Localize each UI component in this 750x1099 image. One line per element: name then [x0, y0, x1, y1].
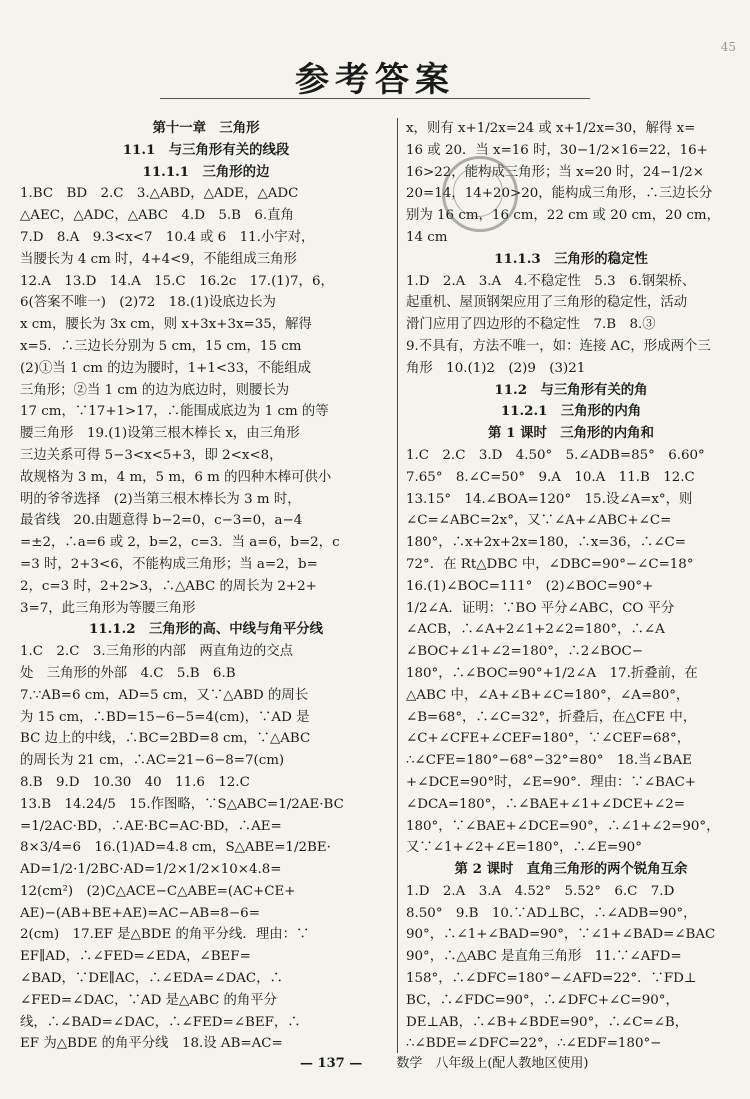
answer-line: 12(cm²) (2)C△ACE−C△ABE=(AC+CE+ — [20, 883, 296, 899]
answer-line: 当腰长为 4 cm 时，4+4<9，不能组成三角形 — [20, 251, 297, 267]
answer-line: 线，∴∠BAD=∠DAC，∴∠FED=∠BEF，∴ — [20, 1014, 301, 1030]
answer-line: 2，c=3 时，2+2>3，∴△ABC 的周长为 2+2+ — [20, 578, 317, 594]
answer-line: =±2，∴a=6 或 2，b=2，c=3．当 a=6，b=2，c — [20, 535, 340, 551]
answer-line: 90°，∴∠1+∠BAD=90°，∵∠1+∠BAD=∠BAC — [406, 927, 716, 943]
answer-line: 最省线 20.由题意得 b−2=0，c−3=0，a−4 — [20, 513, 303, 529]
answer-line: 180°，∵∠BAE+∠DCE=90°，∴∠1+∠2=90°， — [406, 818, 720, 834]
answer-line: 158°，∴∠DFC=180°−∠AFD=22°．∵FD⊥ — [406, 971, 697, 987]
answer-line: +∠DCE=90°时，∠E=90°．理由：∵∠BAC+ — [406, 774, 697, 790]
answer-line: 12.A 13.D 14.A 15.C 16.2c 17.(1)7，6， — [20, 273, 334, 289]
answer-line: ∴∠CFE=180°−68°−32°=80° 18.当∠BAE — [406, 753, 692, 769]
left-column — [20, 118, 392, 1055]
section-heading: 第十一章 三角形 — [152, 120, 260, 136]
answer-line: ∠BOC+∠1+∠2=180°，∴2∠BOC− — [406, 644, 643, 660]
answer-line: EF 为△BDE 的角平分线 18.设 AB=AC= — [20, 1036, 283, 1052]
answer-line: 滑门应用了四边形的不稳定性 7.B 8.③ — [406, 317, 656, 333]
section-heading: 第 1 课时 三角形的内角和 — [488, 425, 654, 442]
book-subject: 数学 八年级上(配人教地区使用) — [396, 1056, 589, 1071]
answer-line: ∠C=∠ABC=2x°，又∵∠A+∠ABC+∠C= — [406, 513, 672, 529]
answer-line: 72°．在 Rt△DBC 中，∠DBC=90°−∠C=18° — [406, 556, 694, 572]
answer-line: ∠DCA=180°，∴∠BAE+∠1+∠DCE+∠2= — [406, 796, 685, 812]
section-heading: 11.1.3 三角形的稳定性 — [494, 250, 648, 267]
section-heading: 11.2 与三角形有关的角 — [494, 381, 648, 398]
answer-line: 16>22，能构成三角形；当 x=20 时，24−1/2× — [406, 164, 704, 180]
answer-line: x，则有 x+1/2x=24 或 x+1/2x=30，解得 x= — [406, 121, 696, 136]
answer-line: 8.50° 9.B 10.∵AD⊥BC，∴∠ADB=90°， — [406, 905, 697, 921]
answer-line: 7.∵AB=6 cm，AD=5 cm，又∵△ABD 的周长 — [20, 687, 309, 703]
answer-line: 17 cm，∵17+1>17，∴能围成底边为 1 cm 的等 — [20, 404, 329, 420]
answer-line: 16.(1)∠BOC=111° (2)∠BOC=90°+ — [406, 578, 654, 594]
answer-line: (2)①当 1 cm 的边为腰时，1+1<33，不能组成 — [20, 360, 312, 376]
answer-line: 起重机、屋顶钢架应用了三角形的稳定性，活动 — [406, 295, 688, 311]
answer-line: 8.B 9.D 10.30 40 11.6 12.C — [20, 774, 250, 790]
answer-line: 7.D 8.A 9.3<x<7 10.4 或 6 11.小宇对， — [20, 229, 315, 245]
page-footer — [300, 1052, 720, 1071]
answer-line: ∠C+∠CFE+∠CEF=180°，∵∠CEF=68°， — [406, 731, 691, 747]
section-heading: 11.1.1 三角形的边 — [142, 163, 270, 180]
answer-line: 16 或 20．当 x=16 时，30−1/2×16=22，16+ — [406, 142, 708, 158]
section-heading: 11.1.2 三角形的高、中线与角平分线 — [88, 621, 324, 638]
answer-line: 90°，∴△ABC 是直角三角形 11.∵∠AFD= — [406, 949, 682, 965]
answer-line: 三边关系可得 5−3<x<5+3，即 2<x<8， — [20, 447, 283, 463]
answer-line: EF∥AD，∴∠FED=∠EDA，∠BEF= — [20, 949, 251, 965]
answer-line: x=5．∴三边长分别为 5 cm，15 cm，15 cm — [20, 338, 302, 354]
page-corner-number: 45 — [720, 40, 736, 54]
answer-line: 20=14，14+20>20，能构成三角形，∴三边长分 — [406, 186, 713, 202]
right-column — [406, 118, 736, 1055]
answer-line: △AEC，△ADC，△ABC 4.D 5.B 6.直角 — [20, 208, 294, 224]
answer-line: ∠BAD，∵DE∥AC，∴∠EDA=∠DAC，∴ — [20, 971, 283, 987]
answer-line: 1.D 2.A 3.A 4.52° 5.52° 6.C 7.D — [406, 883, 675, 899]
answer-line: 7.65° 8.∠C=50° 9.A 10.A 11.B 12.C — [406, 469, 695, 485]
answer-line: 1.BC BD 2.C 3.△ABD，△ADE，△ADC — [20, 186, 299, 202]
answer-line: 又∵∠1+∠2+∠E=180°，∴∠E=90° — [406, 840, 642, 856]
answer-line: 8×3/4=6 16.(1)AD=4.8 cm，S△ABE=1/2BE· — [20, 840, 331, 856]
answer-line: AE)−(AB+BE+AE)=AC−AB=8−6= — [20, 905, 260, 921]
answer-line: AD=1/2·1/2BC·AD=1/2×1/2×10×4.8= — [20, 862, 282, 878]
section-heading: 11.1 与三角形有关的线段 — [122, 141, 290, 158]
answer-line: 明的爷爷选择 (2)当第三根木棒长为 3 m 时， — [20, 491, 301, 507]
answer-line: x cm，腰长为 3x cm，则 x+3x+3x=35，解得 — [20, 317, 312, 333]
answer-line: DE⊥AB，∴∠B+∠BDE=90°，∴∠C=∠B， — [406, 1014, 689, 1030]
answer-line: 1.C 2.C 3.三角形的内部 两直角边的交点 — [20, 644, 294, 660]
answer-line: 角形 10.(1)2 (2)9 (3)21 — [406, 360, 586, 376]
answer-line: △ABC 中，∠A+∠B+∠C=180°，∠A=80°， — [406, 687, 690, 703]
answer-line: 180°，∴∠BOC=90°+1/2∠A 17.折叠前，在 — [406, 665, 698, 681]
section-heading: 11.2.1 三角形的内角 — [500, 403, 642, 420]
answer-line: 的周长为 21 cm，∴AC=21−6−8=7(cm) — [20, 753, 285, 769]
answer-line: 13.15° 14.∠BOA=120° 15.设∠A=x°，则 — [406, 491, 693, 507]
answer-line: 为 15 cm，∴BD=15−6−5=4(cm)，∵AD 是 — [20, 709, 310, 725]
answer-line: 故规格为 3 m，4 m，5 m，6 m 的四种木棒可供小 — [20, 469, 332, 485]
answer-line: 三角形；②当 1 cm 的边为底边时，则腰长为 — [20, 382, 290, 398]
answer-line: BC，∴∠FDC=90°，∴∠DFC+∠C=90°， — [406, 992, 679, 1008]
answer-line: ∠ACB，∴∠A+2∠1+2∠2=180°，∴∠A — [406, 622, 665, 638]
answer-line: 180°，∴x+2x+2x=180，∴x=36，∴∠C= — [406, 535, 687, 551]
page-title: 参考答案 — [295, 60, 455, 100]
answer-line: 1.D 2.A 3.A 4.不稳定性 5.3 6.钢架桥、 — [406, 273, 696, 289]
answer-line: 1.C 2.C 3.D 4.50° 5.∠ADB=85° 6.60° — [406, 447, 705, 463]
answer-line: 别为 16 cm，16 cm，22 cm 或 20 cm，20 cm， — [406, 208, 720, 224]
page-number: — 137 — — [300, 1056, 363, 1071]
answer-line: 9.不具有，方法不唯一，如：连接 AC，形成两个三 — [406, 338, 711, 354]
answer-line: BC 边上的中线，∴BC=2BD=8 cm，∵△ABC — [20, 731, 311, 747]
answer-line: =1/2AC·BD，∴AE·BC=AC·BD，∴AE= — [20, 818, 282, 834]
answer-line: 处 三角形的外部 4.C 5.B 6.B — [20, 665, 236, 681]
answer-line: 13.B 14.24/5 15.作图略，∵S△ABC=1/2AE·BC — [20, 796, 344, 812]
title-rule — [160, 98, 590, 99]
answer-line: 1/2∠A．证明：∵BO 平分∠ABC，CO 平分 — [406, 600, 675, 616]
section-heading: 第 2 课时 直角三角形的两个锐角互余 — [454, 861, 688, 878]
column-divider — [397, 118, 398, 1053]
answer-line: ∠B=68°，∴∠C=32°，折叠后，在△CFE 中， — [406, 709, 697, 725]
answer-line: 14 cm — [406, 229, 448, 245]
answer-line: 3=7，此三角形为等腰三角形 — [20, 600, 196, 616]
watermark-stamp — [442, 156, 518, 232]
answer-line: 腰三角形 19.(1)设第三根木棒长 x，由三角形 — [20, 426, 300, 442]
answer-line: ∴∠BDE=∠DFC=22°，∴∠EDF=180°− — [406, 1036, 662, 1052]
answer-line: 2(cm) 17.EF 是△BDE 的角平分线．理由：∵ — [20, 927, 310, 943]
answer-line: =3 时，2+3<6，不能构成三角形；当 a=2，b= — [20, 556, 318, 572]
answer-line: ∠FED=∠DAC，∵AD 是△ABC 的角平分 — [20, 992, 278, 1008]
answer-line: 6(答案不唯一) (2)72 18.(1)设底边长为 — [20, 295, 276, 311]
